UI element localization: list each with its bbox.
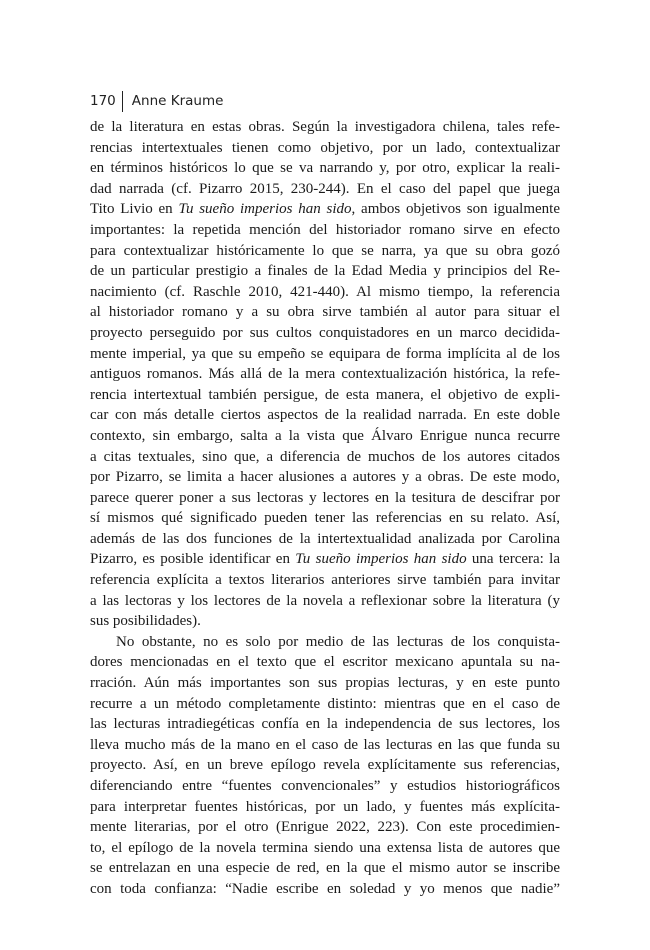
text-run: car con más detalle ciertos aspectos de la realidad narrada. En este doble (90, 407, 560, 424)
text-run: proyecto perseguido por sus cultos conquistadores en un marco decidida- (90, 324, 560, 341)
text-line (90, 755, 560, 776)
text-line (90, 838, 560, 859)
text-line (90, 344, 560, 365)
text-line (90, 426, 560, 447)
text-line (90, 879, 560, 900)
text-line (90, 694, 560, 715)
text-line (90, 714, 560, 735)
running-head-author: Anne Kraume (131, 93, 224, 109)
text-run: con toda confianza: “Nadie escribe en soledad y yo menos que nadie” (90, 880, 560, 897)
text-line (90, 199, 560, 220)
text-run: se entrelazan en una especie de red, en la que el mismo autor se inscribe (90, 860, 560, 877)
text-run: contexto, sin embargo, salta a la vista que Álvaro Enrigue nunca recurre (90, 427, 560, 444)
text-run: además de las dos funciones de la intertextualidad analizada por Carolina (90, 530, 560, 547)
page-number: 170 (90, 93, 116, 109)
text-run: mente imperial, ya que su empeño se equipara de forma implícita al de los (90, 345, 560, 362)
book-title: Tu sueño imperios han sido (295, 551, 467, 568)
text-run: , ambos objetivos son igualmente (351, 201, 560, 218)
text-run: to, el epílogo de la novela termina siendo una extensa lista de autores que (90, 839, 560, 856)
text-line (90, 508, 560, 529)
text-run: de la literatura en estas obras. Según la investigadora chilena, tales refe- (90, 119, 560, 135)
text-line (90, 570, 560, 591)
text-line (90, 405, 560, 426)
body-text (90, 117, 560, 900)
text-line (90, 549, 560, 570)
text-line (90, 632, 560, 653)
text-run: diferenciando entre “fuentes convencionales” y estudios historiográficos (90, 778, 560, 794)
text-run: a las lectoras y los lectores de la novela a reflexionar sobre la literatura (y (90, 592, 560, 609)
text-run: por Pizarro, se limita a hacer alusiones a autores y a obras. De este modo, (90, 469, 560, 486)
text-line (90, 591, 560, 612)
text-run: Tito Livio en (90, 201, 179, 218)
text-run: antiguos romanos. Más allá de la mera contextualización histórica, la refe- (90, 366, 560, 383)
text-run: mente literarias, por el otro (Enrigue 2022, 223). Con este procedimien- (90, 819, 560, 836)
text-line (90, 776, 560, 797)
text-line (90, 261, 560, 282)
text-line (90, 179, 560, 200)
text-run: parece querer poner a sus lectoras y lectores en la tesitura de descifrar por (90, 489, 560, 506)
text-line (90, 364, 560, 385)
text-run: las lecturas intradiegéticas confía en la independencia de sus lectores, los (90, 716, 560, 733)
text-run: rencias intertextuales tienen como objetivo, por un lado, contextualizar (90, 139, 560, 156)
text-run: rencia intertextual también persigue, de esta manera, el objetivo de expli- (90, 386, 560, 403)
paragraph (90, 632, 560, 900)
text-run: rración. Aún más importantes son sus propias lecturas, y en este punto (90, 675, 560, 692)
text-run: para contextualizar históricamente lo que se narra, ya que su obra gozó (90, 242, 560, 259)
text-run: sus posibilidades). (90, 613, 201, 630)
book-title: Tu sueño imperios han sido (178, 201, 352, 218)
text-line (90, 817, 560, 838)
text-line (90, 488, 560, 509)
text-line (90, 858, 560, 879)
text-run: en términos históricos lo que se va narrando y, por otro, explicar la reali- (90, 160, 560, 177)
text-run: lleva mucho más de la mano en el caso de las lecturas en las que funda su (90, 736, 560, 753)
text-run: dad narrada (cf. Pizarro 2015, 230-244). En el caso del papel que juega (90, 180, 560, 197)
text-run: referencia explícita a textos literarios anteriores sirve también para invitar (90, 572, 560, 589)
header-divider (122, 91, 123, 112)
text-line (90, 117, 560, 138)
text-run: al historiador romano y a su obra sirve también al autor para situar el (90, 304, 560, 321)
text-line (90, 652, 560, 673)
paragraph (90, 117, 560, 632)
text-run: Pizarro, es posible identificar en (90, 551, 296, 568)
text-line (90, 241, 560, 262)
text-line (90, 447, 560, 468)
text-line (90, 282, 560, 303)
text-run: nacimiento (cf. Raschle 2010, 421-440). Al mismo tiempo, la referencia (90, 283, 560, 300)
text-run: una tercera: la (466, 551, 560, 568)
text-run: para interpretar fuentes históricas, por un lado, y fuentes más explícita- (90, 798, 560, 815)
text-run: No obstante, no es solo por medio de las lecturas de los conquista- (116, 633, 560, 650)
text-line (90, 797, 560, 818)
text-run: dores mencionadas en el texto que el escritor mexicano apuntala su na- (90, 654, 560, 671)
text-run: a citas textuales, sino que, a diferencia de muchos de los autores citados (90, 448, 560, 465)
running-header (90, 90, 223, 112)
text-line (90, 158, 560, 179)
text-run: recurre a un método completamente distinto: mientras que en el caso de (90, 695, 560, 712)
text-line (90, 529, 560, 550)
text-line (90, 735, 560, 756)
text-line (90, 673, 560, 694)
text-run: importantes: la repetida mención del historiador romano sirve en efecto (90, 221, 560, 238)
text-run: de un particular prestigio a finales de la Edad Media y principios del Re- (90, 263, 560, 280)
text-line (90, 611, 560, 632)
text-line (90, 467, 560, 488)
text-line (90, 385, 560, 406)
text-line (90, 302, 560, 323)
text-run: proyecto. Así, en un breve epílogo revela explícitamente sus referencias, (90, 757, 560, 774)
text-line (90, 220, 560, 241)
text-run: sí mismos qué significado pueden tener las referencias en su relato. Así, (90, 510, 560, 527)
text-line (90, 323, 560, 344)
text-line (90, 138, 560, 159)
